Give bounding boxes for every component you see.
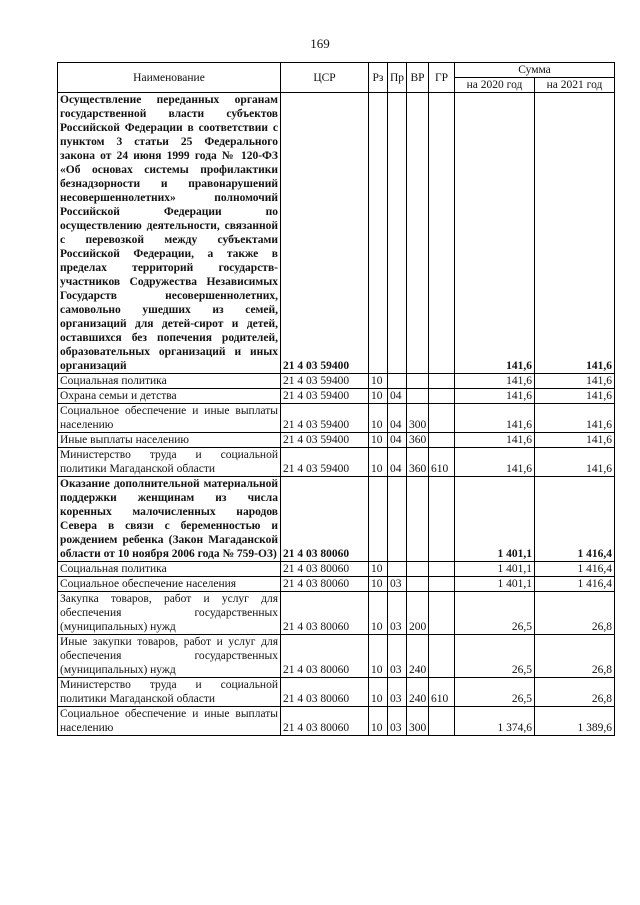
row-name: Иные выплаты населению (58, 433, 281, 448)
row-gr (429, 477, 455, 562)
row-gr (429, 374, 455, 389)
row-csr: 21 4 03 80060 (281, 707, 369, 736)
row-gr: 610 (429, 678, 455, 707)
header-pr: Пр (388, 63, 407, 93)
row-pr: 03 (388, 707, 407, 736)
row-rz: 10 (369, 562, 388, 577)
table-row (58, 678, 615, 707)
row-amount-2020: 141,6 (455, 448, 535, 477)
row-gr (429, 635, 455, 678)
row-pr: 03 (388, 635, 407, 678)
row-amount-2021: 141,6 (535, 389, 615, 404)
row-rz: 10 (369, 707, 388, 736)
row-pr: 04 (388, 448, 407, 477)
row-amount-2021: 26,8 (535, 678, 615, 707)
header-gr: ГР (429, 63, 455, 93)
row-gr (429, 389, 455, 404)
row-csr: 21 4 03 80060 (281, 635, 369, 678)
row-rz: 10 (369, 635, 388, 678)
header-sum: Сумма (455, 63, 615, 78)
row-name: Министерство труда и социальной политики Магаданской области (58, 678, 281, 707)
row-rz: 10 (369, 389, 388, 404)
row-csr: 21 4 03 59400 (281, 433, 369, 448)
row-rz: 10 (369, 678, 388, 707)
table-row (58, 389, 615, 404)
row-vr: 360 (407, 448, 429, 477)
row-gr (429, 577, 455, 592)
row-vr: 200 (407, 592, 429, 635)
row-amount-2020: 1 374,6 (455, 707, 535, 736)
table-row (58, 374, 615, 389)
row-amount-2021: 1 416,4 (535, 562, 615, 577)
row-name: Социальное обеспечение населения (58, 577, 281, 592)
row-name: Социальное обеспечение и иные выплаты населению (58, 707, 281, 736)
row-pr: 03 (388, 577, 407, 592)
row-csr: 21 4 03 80060 (281, 678, 369, 707)
row-vr (407, 577, 429, 592)
row-name: Иные закупки товаров, работ и услуг для обеспечения государственных (муниципальных) нужд (58, 635, 281, 678)
row-amount-2021: 1 416,4 (535, 577, 615, 592)
row-name: Министерство труда и социальной политики Магаданской области (58, 448, 281, 477)
row-rz (369, 93, 388, 374)
header-name: Наименование (58, 63, 281, 93)
row-gr: 610 (429, 448, 455, 477)
row-csr: 21 4 03 59400 (281, 374, 369, 389)
row-pr (388, 562, 407, 577)
header-csr: ЦСР (281, 63, 369, 93)
row-vr (407, 93, 429, 374)
row-rz: 10 (369, 448, 388, 477)
table-row (58, 404, 615, 433)
row-rz (369, 477, 388, 562)
table-row (58, 707, 615, 736)
row-name: Оказание дополнительной материальной поддержки женщинам из числа коренных малочисленных народов Севера в связи с беременностью и рождением ребенка (Закон Магаданской области от 10 ноября 2006 года № 759-ОЗ) (58, 477, 281, 562)
table-body (58, 93, 615, 736)
row-pr (388, 477, 407, 562)
row-amount-2020: 141,6 (455, 389, 535, 404)
row-amount-2021: 141,6 (535, 448, 615, 477)
row-amount-2021: 1 389,6 (535, 707, 615, 736)
header-year-2021: на 2021 год (535, 78, 615, 93)
row-gr (429, 404, 455, 433)
row-vr (407, 374, 429, 389)
table-row (58, 635, 615, 678)
table-row (58, 93, 615, 374)
row-amount-2021: 26,8 (535, 592, 615, 635)
row-name: Закупка товаров, работ и услуг для обеспечения государственных (муниципальных) нужд (58, 592, 281, 635)
table-row (58, 577, 615, 592)
budget-table (57, 62, 615, 736)
row-pr: 04 (388, 389, 407, 404)
header-year-2020: на 2020 год (455, 78, 535, 93)
row-gr (429, 562, 455, 577)
row-gr (429, 592, 455, 635)
row-amount-2020: 141,6 (455, 404, 535, 433)
row-vr (407, 389, 429, 404)
row-amount-2020: 141,6 (455, 374, 535, 389)
row-gr (429, 93, 455, 374)
row-amount-2020: 1 401,1 (455, 562, 535, 577)
row-rz: 10 (369, 592, 388, 635)
row-csr: 21 4 03 80060 (281, 592, 369, 635)
row-rz: 10 (369, 404, 388, 433)
row-pr: 03 (388, 678, 407, 707)
table-row (58, 562, 615, 577)
row-rz: 10 (369, 374, 388, 389)
row-name: Социальное обеспечение и иные выплаты населению (58, 404, 281, 433)
row-pr: 03 (388, 592, 407, 635)
table-row (58, 433, 615, 448)
row-gr (429, 707, 455, 736)
row-name: Социальная политика (58, 562, 281, 577)
row-csr: 21 4 03 59400 (281, 93, 369, 374)
row-amount-2021: 141,6 (535, 404, 615, 433)
header-vr: ВР (407, 63, 429, 93)
row-amount-2020: 26,5 (455, 678, 535, 707)
row-amount-2021: 1 416,4 (535, 477, 615, 562)
row-vr: 240 (407, 678, 429, 707)
row-pr (388, 93, 407, 374)
row-gr (429, 433, 455, 448)
row-rz: 10 (369, 433, 388, 448)
row-vr: 300 (407, 707, 429, 736)
row-csr: 21 4 03 80060 (281, 577, 369, 592)
row-name: Осуществление переданных органам государственной власти субъектов Российской Федерации в соответствии с пунктом 3 статьи 25 Федерального закона от 24 июня 1999 года № 120-ФЗ «Об основах системы профилактики безнадзорности и правонарушений несовершеннолетних» полномочий Российской Федерации по осуществлению деятельности, связанной с перевозкой между субъектами Российской Федерации, а также в пределах территорий государств-участников Содружества Независимых Государств несовершеннолетних, самовольно ушедших из семей, организаций для детей-сирот и детей, оставшихся без попечения родителей, образовательных организаций и иных организаций (58, 93, 281, 374)
row-amount-2020: 1 401,1 (455, 577, 535, 592)
row-name: Социальная политика (58, 374, 281, 389)
row-pr: 04 (388, 433, 407, 448)
table-row (58, 448, 615, 477)
row-amount-2020: 26,5 (455, 635, 535, 678)
row-amount-2021: 26,8 (535, 635, 615, 678)
row-csr: 21 4 03 59400 (281, 389, 369, 404)
row-pr (388, 374, 407, 389)
row-amount-2020: 1 401,1 (455, 477, 535, 562)
header-rz: Рз (369, 63, 388, 93)
row-vr: 300 (407, 404, 429, 433)
row-csr: 21 4 03 80060 (281, 477, 369, 562)
row-csr: 21 4 03 59400 (281, 404, 369, 433)
row-amount-2020: 141,6 (455, 433, 535, 448)
table-row (58, 477, 615, 562)
row-amount-2020: 141,6 (455, 93, 535, 374)
table-header (58, 63, 615, 93)
row-amount-2021: 141,6 (535, 433, 615, 448)
row-name: Охрана семьи и детства (58, 389, 281, 404)
row-amount-2021: 141,6 (535, 93, 615, 374)
page-number: 169 (310, 36, 330, 51)
row-csr: 21 4 03 59400 (281, 448, 369, 477)
row-vr: 240 (407, 635, 429, 678)
row-amount-2020: 26,5 (455, 592, 535, 635)
row-vr (407, 562, 429, 577)
row-csr: 21 4 03 80060 (281, 562, 369, 577)
row-rz: 10 (369, 577, 388, 592)
row-vr (407, 477, 429, 562)
table-row (58, 592, 615, 635)
row-pr: 04 (388, 404, 407, 433)
row-amount-2021: 141,6 (535, 374, 615, 389)
row-vr: 360 (407, 433, 429, 448)
